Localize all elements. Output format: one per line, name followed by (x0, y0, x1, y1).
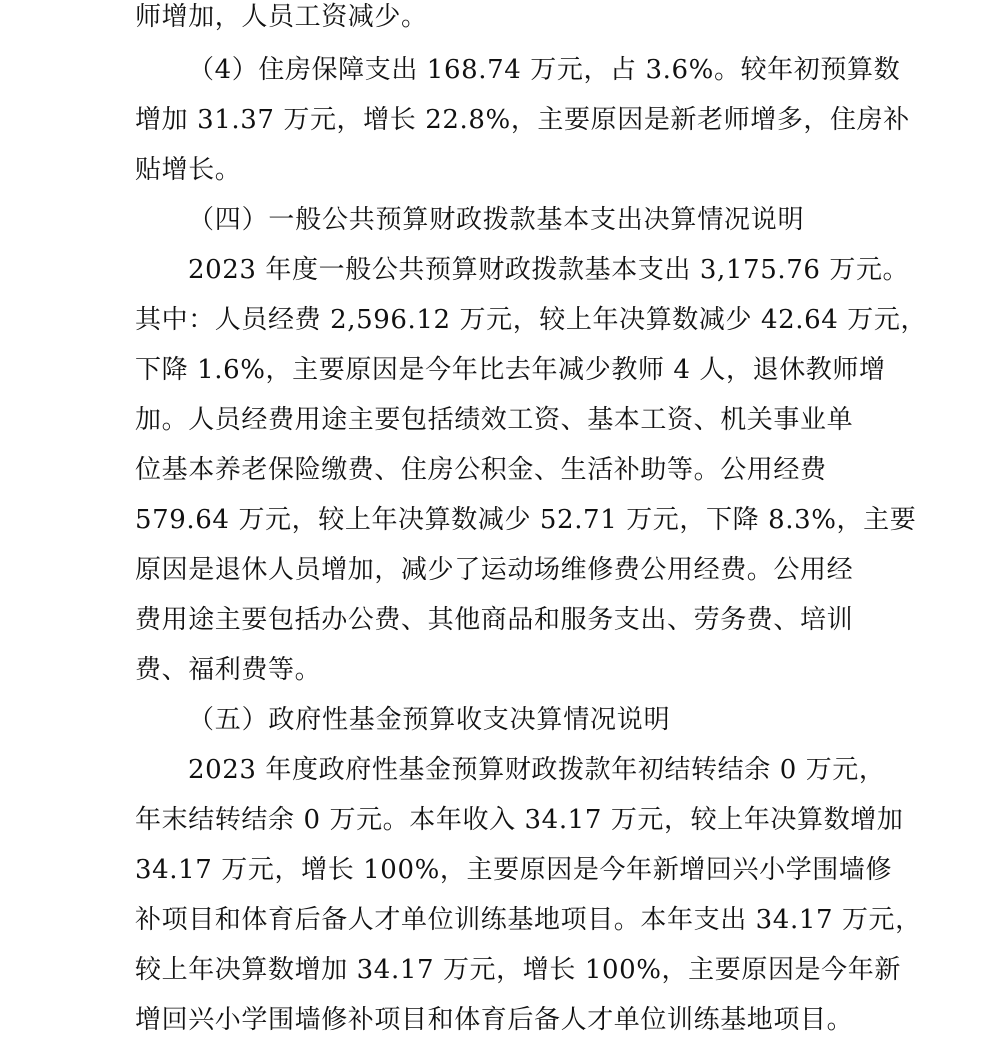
text-line: 贴增长。 (135, 155, 242, 185)
text-line: 较上年决算数增加 34.17 万元，增长 100%，主要原因是今年新 (135, 955, 901, 985)
text-line: 加。人员经费用途主要包括绩效工资、基本工资、机关事业单 (135, 405, 854, 435)
section-heading: （五）政府性基金预算收支决算情况说明 (188, 705, 671, 735)
text-line: 其中：人员经费 2,596.12 万元，较上年决算数减少 42.64 万元， (135, 305, 928, 335)
text-line: 2023 年度一般公共预算财政拨款基本支出 3,175.76 万元。 (188, 255, 910, 285)
text-line: 位基本养老保险缴费、住房公积金、生活补助等。公用经费 (135, 455, 827, 485)
section-heading: （四）一般公共预算财政拨款基本支出决算情况说明 (188, 205, 805, 235)
text-line: 增加 31.37 万元，增长 22.8%，主要原因是新老师增多，住房补 (135, 105, 910, 135)
text-line: 34.17 万元，增长 100%，主要原因是今年新增回兴小学围墙修 (135, 855, 893, 885)
text-line: 师增加，人员工资减少。 (135, 2, 428, 32)
text-line: 费、福利费等。 (135, 655, 322, 685)
text-line: 原因是退休人员增加，减少了运动场维修费公用经费。公用经 (135, 555, 854, 585)
text-line: 2023 年度政府性基金预算财政拨款年初结转结余 0 万元， (188, 755, 886, 785)
text-line: 增回兴小学围墙修补项目和体育后备人才单位训练基地项目。 (135, 1005, 854, 1035)
text-line: 补项目和体育后备人才单位训练基地项目。本年支出 34.17 万元， (135, 905, 922, 935)
text-line: 费用途主要包括办公费、其他商品和服务支出、劳务费、培训 (135, 605, 854, 635)
text-line: 年末结转结余 0 万元。本年收入 34.17 万元，较上年决算数增加 (135, 805, 904, 835)
text-line: 下降 1.6%，主要原因是今年比去年减少教师 4 人，退休教师增 (135, 355, 886, 385)
text-line: （4）住房保障支出 168.74 万元，占 3.6%。较年初预算数 (188, 55, 901, 85)
text-line: 579.64 万元，较上年决算数减少 52.71 万元，下降 8.3%，主要 (135, 505, 917, 535)
